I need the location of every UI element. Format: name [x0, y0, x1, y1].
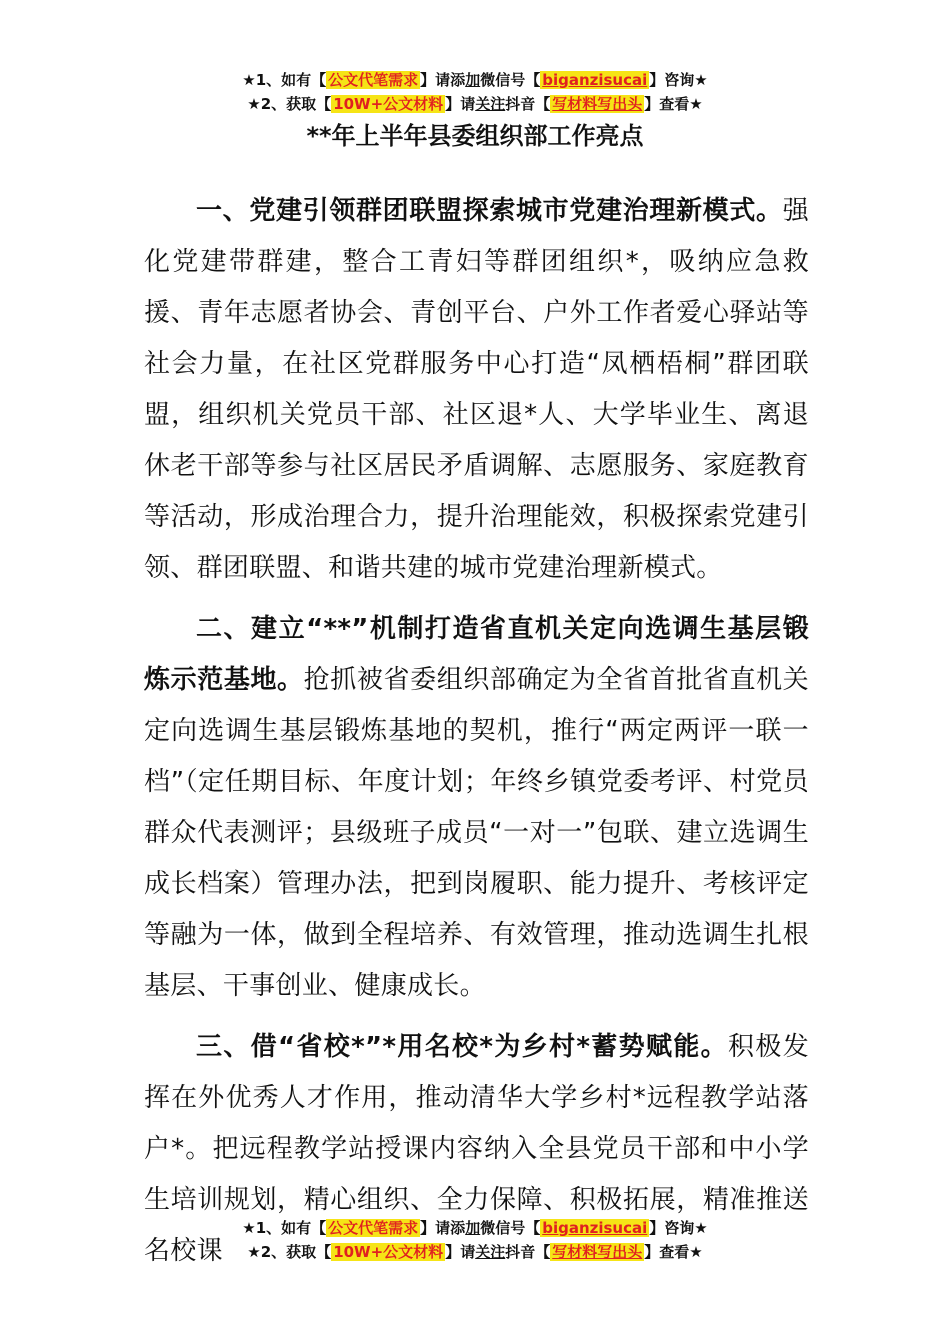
- promo-wechat-id: biganzisucai: [542, 71, 648, 89]
- header-promo-banner: [0, 68, 950, 116]
- promo-text: 】查看★: [644, 1243, 703, 1261]
- promo-highlight: 10W+公文材料: [333, 1243, 444, 1261]
- promo-text: 微信号【: [480, 71, 541, 89]
- section-heading: 二、建立“**”机制打造省直机关定向选调生基层锻炼示范基地。: [144, 614, 809, 695]
- promo-text: 】请: [445, 1243, 476, 1261]
- section-body: 积极发挥在外优秀人才作用，推动清华大学乡村*远程教学站落户*。把远程教学站授课内容纳入全县党员干部和中小学生培训规划，精心组织、全力保障、积极拓展，精准推送名校课: [144, 1032, 809, 1266]
- promo-text: ★1、如有【: [242, 1219, 327, 1237]
- promo-text: 抖音【: [505, 95, 551, 113]
- promo-text: 微信号【: [480, 1219, 541, 1237]
- promo-text: ★1、如有【: [242, 71, 327, 89]
- promo-douyin-id: 写材料写出头: [552, 1243, 643, 1261]
- promo-text: 】咨询★: [649, 1219, 708, 1237]
- promo-line-2: [0, 1240, 950, 1264]
- promo-douyin-id: 写材料写出头: [552, 95, 643, 113]
- promo-text: 抖音【: [505, 1243, 551, 1261]
- promo-text: 】请添: [420, 1219, 466, 1237]
- promo-highlight: 10W+公文材料: [333, 95, 444, 113]
- promo-text: 】请添: [420, 71, 466, 89]
- promo-text: 】咨询★: [649, 71, 708, 89]
- promo-text: ★2、获取【: [247, 95, 332, 113]
- promo-wechat-id: biganzisucai: [542, 1219, 648, 1237]
- document-title: **年上半年县委组织部工作亮点: [306, 122, 644, 150]
- promo-highlight: 公文代笔需求: [328, 1219, 419, 1237]
- section-body: 抢抓被省委组织部确定为全省首批省直机关定向选调生基层锻炼基地的契机，推行“两定两评一联一档”（定任期目标、年度计划；年终乡镇党委考评、村党员群众代表测评；县级班子成员“一对一”包联、建立选调生成长档案）管理办法，把到岗履职、能力提升、考核评定等融为一体，做到全程培养、有效管理，推动选调生扎根基层、干事创业、健康成长。: [144, 665, 809, 1001]
- section-heading: 三、借“省校*”*用名校*为乡村*蓄势赋能。: [196, 1032, 729, 1062]
- section-heading: 一、党建引领群团联盟探索城市党建治理新模式。: [196, 196, 783, 226]
- promo-highlight: 公文代笔需求: [328, 71, 419, 89]
- document-body: [144, 186, 809, 1277]
- promo-line-1: [0, 1216, 950, 1240]
- promo-text: 】请: [445, 95, 476, 113]
- promo-underlined: 加: [465, 71, 481, 89]
- promo-underlined: 关注: [475, 1243, 506, 1261]
- section-2: [144, 604, 809, 1012]
- section-1: [144, 186, 809, 594]
- promo-text: 】查看★: [644, 95, 703, 113]
- footer-promo-banner: [0, 1216, 950, 1264]
- promo-line-1: [0, 68, 950, 92]
- promo-underlined: 加: [465, 1219, 481, 1237]
- promo-text: ★2、获取【: [247, 1243, 332, 1261]
- promo-line-2: [0, 92, 950, 116]
- section-body: 强化党建带群建，整合工青妇等群团组织*，吸纳应急救援、青年志愿者协会、青创平台、户外工作者爱心驿站等社会力量，在社区党群服务中心打造“凤栖梧桐”群团联盟，组织机关党员干部、社区退*人、大学毕业生、离退休老干部等参与社区居民矛盾调解、志愿服务、家庭教育等活动，形成治理合力，提升治理能效，积极探索党建引领、群团联盟、和谐共建的城市党建治理新模式。: [144, 196, 809, 583]
- promo-underlined: 关注: [475, 95, 506, 113]
